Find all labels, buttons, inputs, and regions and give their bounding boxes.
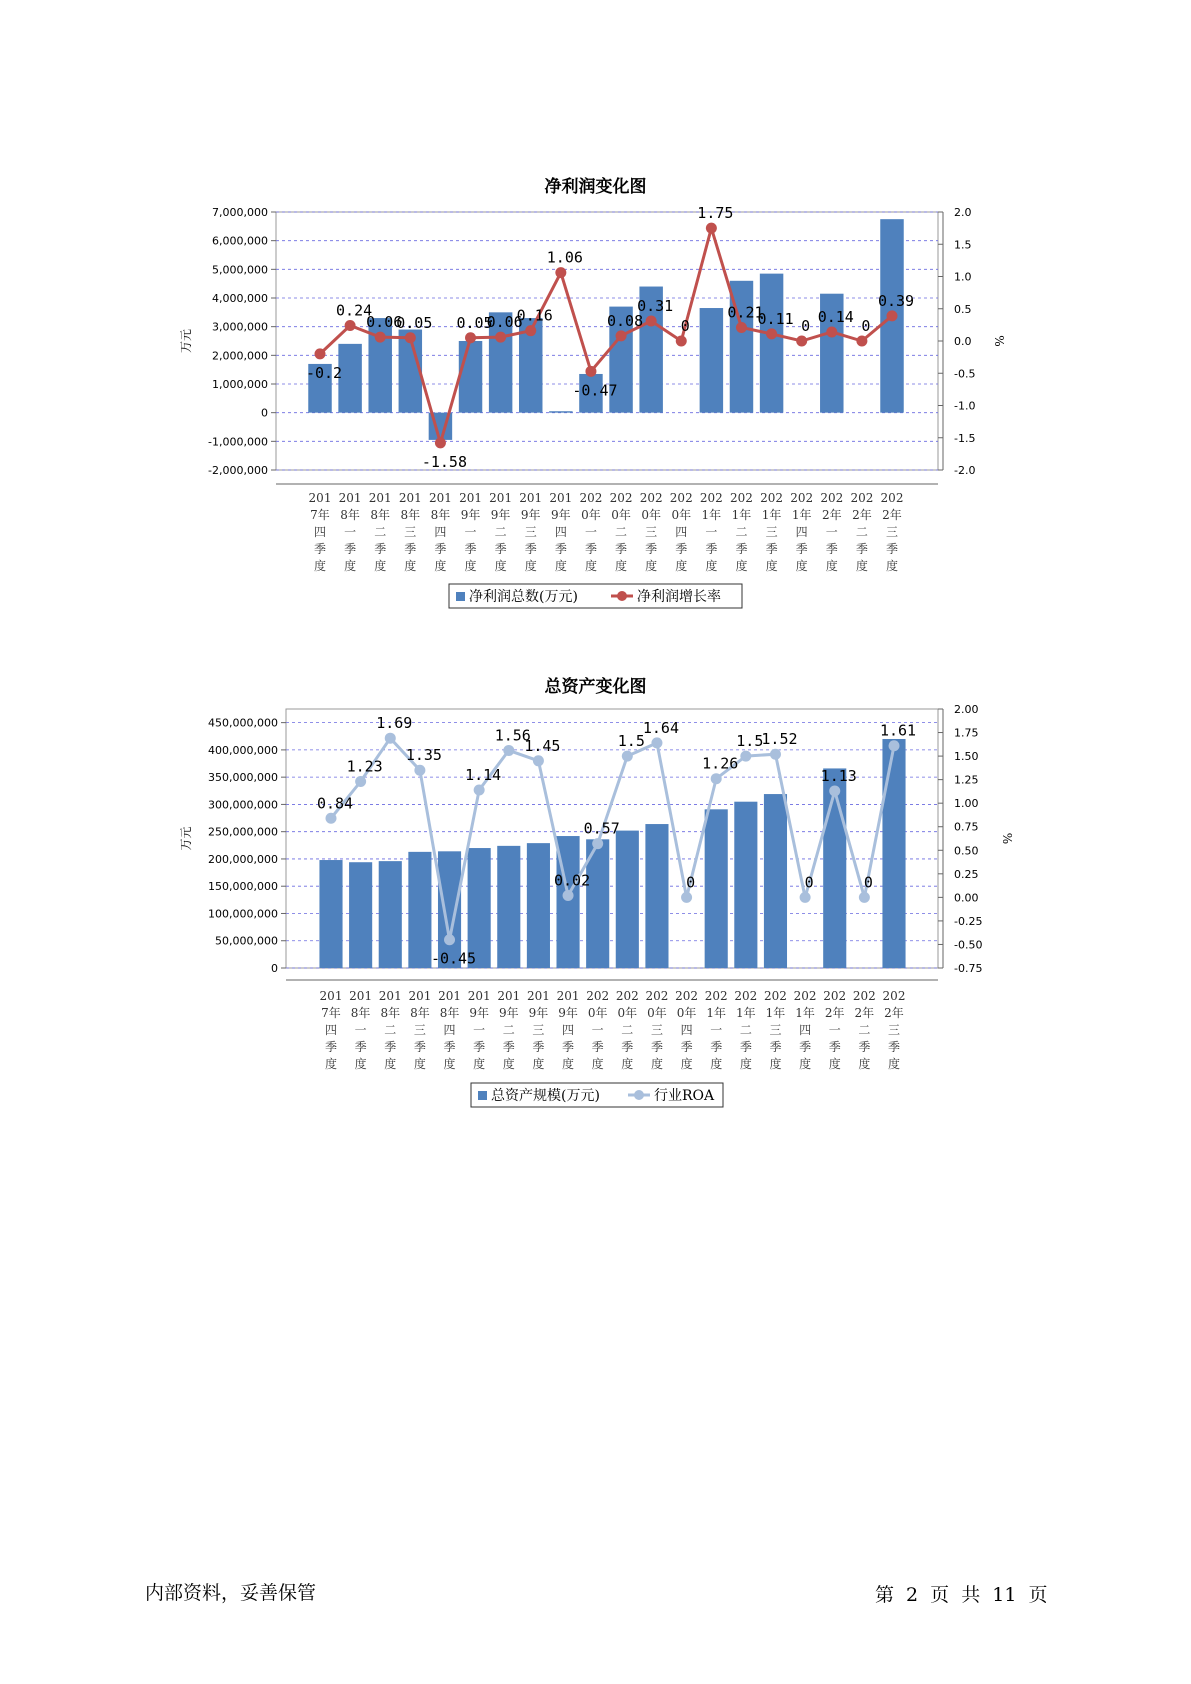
legend-item-line: 行业ROA	[654, 1088, 715, 1104]
line-point	[766, 328, 777, 339]
data-label: 0	[680, 317, 690, 335]
line-point	[889, 740, 900, 751]
x-tick-label: 202 1年三季度	[760, 491, 784, 573]
bar	[349, 862, 372, 968]
line-point	[345, 320, 356, 331]
y2-tick-label: 2.00	[954, 703, 979, 716]
y2-tick-label: 1.75	[954, 726, 979, 740]
x-tick-label: 202 0年一季度	[586, 989, 610, 1071]
legend-bar-swatch	[478, 1091, 487, 1100]
legend-item-line: 净利润增长率	[637, 589, 721, 605]
legend-item-bars: 净利润总数(万元)	[469, 589, 578, 605]
x-tick-label: 202 1年四季度	[793, 989, 817, 1071]
bar	[882, 739, 905, 968]
data-label: 0.24	[336, 301, 373, 320]
line-point	[887, 310, 898, 321]
x-tick-label: 202 2年二季度	[850, 491, 874, 573]
data-label: 0.21	[727, 303, 764, 322]
data-label: 1.64	[642, 718, 680, 737]
chart1-title: 净利润变化图	[544, 177, 647, 197]
y-tick-label: 4,000,000	[212, 292, 268, 305]
data-label: 0	[801, 317, 811, 335]
y2-tick-label: 0.75	[954, 820, 979, 834]
x-tick-label: 202 2年二季度	[852, 989, 876, 1071]
x-tick-label: 201 8年二季度	[368, 491, 392, 573]
x-tick-label: 202 1年三季度	[764, 989, 787, 1071]
line-point	[355, 776, 366, 787]
y-tick-label: -1,000,000	[208, 435, 268, 449]
y-tick-label: 400,000,000	[208, 743, 278, 757]
x-tick-label: 202 1年二季度	[734, 989, 758, 1071]
line-point	[326, 813, 337, 824]
x-tick-label: 201 9年四季度	[556, 989, 580, 1071]
line-point	[465, 332, 476, 343]
bar	[527, 843, 550, 968]
x-tick-label: 202 2年三季度	[882, 989, 906, 1071]
line-point	[444, 934, 455, 945]
line-point	[405, 332, 416, 343]
x-tick-label: 201 9年一季度	[467, 989, 491, 1071]
data-label: 0.05	[456, 313, 493, 332]
line-point	[829, 785, 840, 796]
y-tick-label: 0	[261, 406, 268, 420]
line-point	[435, 437, 446, 448]
data-label: 0.06	[366, 313, 403, 332]
data-label: 1.5	[736, 732, 764, 751]
line-point	[856, 336, 867, 347]
legend-line-marker	[634, 1090, 644, 1100]
bar	[645, 824, 668, 968]
line-point	[651, 737, 662, 748]
data-label: 1.14	[465, 765, 502, 784]
x-tick-label: 202 0年三季度	[639, 491, 663, 573]
x-tick-label: 201 8年一季度	[338, 491, 362, 573]
data-label: 0.14	[817, 307, 854, 326]
bar	[408, 852, 431, 968]
line-point	[525, 325, 536, 336]
y-tick-label: 350,000,000	[208, 771, 278, 785]
data-label: 0.08	[606, 311, 644, 330]
data-label: -0.2	[305, 363, 343, 382]
y-tick-label: 100,000,000	[208, 907, 278, 921]
y2-tick-label: -1.5	[954, 431, 976, 445]
x-tick-label: 202 0年二季度	[615, 989, 639, 1071]
y2-tick-label: 2.0	[954, 206, 972, 219]
x-tick-label: 202 1年二季度	[730, 491, 753, 573]
x-tick-label: 202 0年四季度	[675, 989, 699, 1071]
bar	[705, 809, 728, 968]
y2-axis-title: %	[992, 335, 1006, 347]
y-tick-label: 200,000,000	[208, 852, 278, 866]
x-tick-label: 202 2年三季度	[880, 491, 904, 573]
y2-tick-label: 1.25	[954, 773, 979, 787]
y-axis-title: 万元	[179, 826, 193, 851]
data-label: 1.69	[376, 714, 413, 733]
y-tick-label: 250,000,000	[208, 825, 278, 839]
data-label: 1.52	[761, 730, 798, 749]
y2-tick-label: 0.00	[954, 891, 979, 905]
chart1-net-profit	[0, 195, 1191, 665]
chart2-total-assets	[0, 695, 1191, 1135]
x-tick-label: 201 7年四季度	[308, 491, 332, 573]
line-point	[859, 892, 870, 903]
legend-bar-swatch	[456, 592, 465, 601]
y-tick-label: 50,000,000	[215, 934, 278, 948]
legend-item-bars: 总资产规模(万元)	[491, 1088, 600, 1104]
line-point	[622, 751, 633, 762]
line-point	[646, 316, 657, 327]
line-point	[375, 332, 386, 343]
y-tick-label: 150,000,000	[208, 880, 278, 894]
x-tick-label: 201 9年三季度	[519, 491, 543, 573]
line-point	[706, 223, 717, 234]
x-tick-label: 201 9年二季度	[489, 491, 513, 573]
bar	[700, 308, 723, 413]
bar	[319, 860, 342, 968]
line-point	[796, 336, 807, 347]
y-tick-label: 0	[271, 962, 278, 975]
line-point	[503, 745, 514, 756]
data-label: 1.75	[697, 204, 734, 223]
line-point	[563, 890, 574, 901]
chart2-title: 总资产变化图	[544, 677, 647, 697]
y-tick-label: 450,000,000	[208, 716, 278, 730]
footer-confidential: 内部资料，妥善保管	[145, 1582, 317, 1604]
y-tick-label: 1,000,000	[212, 378, 268, 391]
data-label: 0.02	[553, 871, 591, 890]
x-tick-label: 201 8年四季度	[438, 989, 461, 1071]
x-tick-label: 201 8年三季度	[398, 491, 422, 573]
y2-tick-label: 1.50	[954, 750, 979, 764]
y2-tick-label: -0.5	[954, 367, 976, 381]
bar	[764, 794, 787, 968]
bar	[734, 802, 757, 968]
x-tick-label: 201 9年二季度	[497, 989, 521, 1071]
line-point	[315, 348, 326, 359]
x-tick-label: 201 9年四季度	[549, 491, 573, 573]
x-tick-label: 202 0年四季度	[669, 491, 693, 573]
data-label: 1.35	[405, 746, 442, 765]
line-point	[495, 332, 506, 343]
line-point	[711, 773, 722, 784]
y-axis-title: 万元	[179, 328, 193, 354]
data-label: -1.58	[421, 452, 467, 471]
y2-tick-label: -2.0	[954, 464, 976, 477]
line-point	[681, 892, 692, 903]
line-point	[770, 749, 781, 760]
data-label: 0.11	[757, 309, 794, 328]
footer-page-number: 第 2 页 共 11 页	[875, 1584, 1048, 1606]
data-label: 0.06	[486, 313, 523, 332]
x-tick-label: 201 9年三季度	[526, 989, 550, 1071]
data-label: 0.57	[583, 819, 620, 838]
y2-tick-label: 0.5	[954, 302, 972, 316]
data-label: 0.39	[877, 291, 915, 310]
data-label: -0.47	[572, 381, 618, 400]
x-tick-label: 202 0年二季度	[609, 491, 633, 573]
bar	[549, 411, 572, 412]
y-tick-label: 300,000,000	[208, 798, 278, 812]
x-tick-label: 201 9年一季度	[459, 491, 482, 573]
y-tick-label: 5,000,000	[212, 263, 268, 277]
data-label: 1.5	[617, 732, 645, 751]
y-tick-label: 2,000,000	[212, 349, 268, 363]
data-label: 1.61	[879, 721, 917, 740]
line-point	[555, 267, 566, 278]
x-tick-label: 202 0年一季度	[579, 491, 603, 573]
line-point	[740, 751, 751, 762]
y2-tick-label: 1.5	[954, 238, 972, 252]
x-tick-label: 202 1年一季度	[704, 989, 728, 1071]
x-tick-label: 202 1年一季度	[699, 491, 723, 573]
x-tick-label: 202 0年三季度	[645, 989, 669, 1071]
line-point	[533, 755, 544, 766]
y2-axis-title: %	[1000, 832, 1014, 845]
line-point	[414, 765, 425, 776]
data-label: 0.31	[637, 297, 674, 316]
line-point	[826, 326, 837, 337]
line-point	[800, 892, 811, 903]
y2-tick-label: 1.0	[954, 270, 972, 284]
data-label: 1.26	[702, 754, 739, 773]
data-label: 0.84	[316, 794, 354, 813]
data-label: 0	[804, 873, 814, 892]
data-label: 0	[863, 873, 873, 892]
bar	[459, 341, 482, 413]
line-point	[676, 336, 687, 347]
bar	[760, 274, 783, 413]
x-tick-label: 201 8年一季度	[349, 989, 373, 1071]
data-label: 0.16	[516, 306, 553, 325]
y2-tick-label: -0.25	[954, 914, 983, 928]
line-point	[616, 330, 627, 341]
data-label: 0	[861, 317, 871, 335]
bar	[616, 831, 639, 968]
line-point	[385, 733, 396, 744]
y-tick-label: 3,000,000	[212, 320, 268, 334]
data-label: 1.13	[820, 766, 857, 785]
x-tick-label: 202 2年一季度	[820, 491, 844, 573]
bar	[379, 861, 402, 968]
line-point	[474, 784, 485, 795]
y2-tick-label: 0.25	[954, 867, 979, 881]
y2-tick-label: -1.0	[954, 399, 976, 413]
data-label: 0	[686, 873, 696, 892]
bar	[497, 846, 520, 968]
y2-tick-label: 0.50	[954, 844, 979, 858]
data-label: -0.45	[430, 949, 477, 968]
x-tick-label: 201 8年四季度	[428, 491, 452, 573]
y-tick-label: 6,000,000	[212, 234, 268, 248]
data-label: 1.23	[346, 757, 383, 776]
x-tick-label: 202 2年一季度	[823, 989, 847, 1071]
y-tick-label: 7,000,000	[212, 206, 268, 219]
data-label: 1.56	[494, 726, 531, 745]
data-label: 0.05	[396, 313, 433, 332]
line-point	[736, 322, 747, 333]
line-point	[585, 366, 596, 377]
x-tick-label: 202 1年四季度	[790, 491, 814, 573]
y2-tick-label: -0.75	[954, 962, 983, 975]
y2-tick-label: 0.0	[954, 335, 972, 348]
data-label: 1.06	[546, 248, 583, 267]
x-tick-label: 201 8年二季度	[378, 989, 402, 1071]
y2-tick-label: -0.50	[954, 938, 983, 952]
x-tick-label: 201 7年四季度	[319, 989, 343, 1071]
y-tick-label: -2,000,000	[208, 464, 268, 477]
y2-tick-label: 1.00	[954, 797, 979, 811]
x-tick-label: 201 8年三季度	[408, 989, 432, 1071]
data-label: 1.45	[524, 736, 561, 755]
legend-line-marker	[617, 591, 627, 601]
bar	[823, 768, 846, 968]
line-point	[592, 838, 603, 849]
